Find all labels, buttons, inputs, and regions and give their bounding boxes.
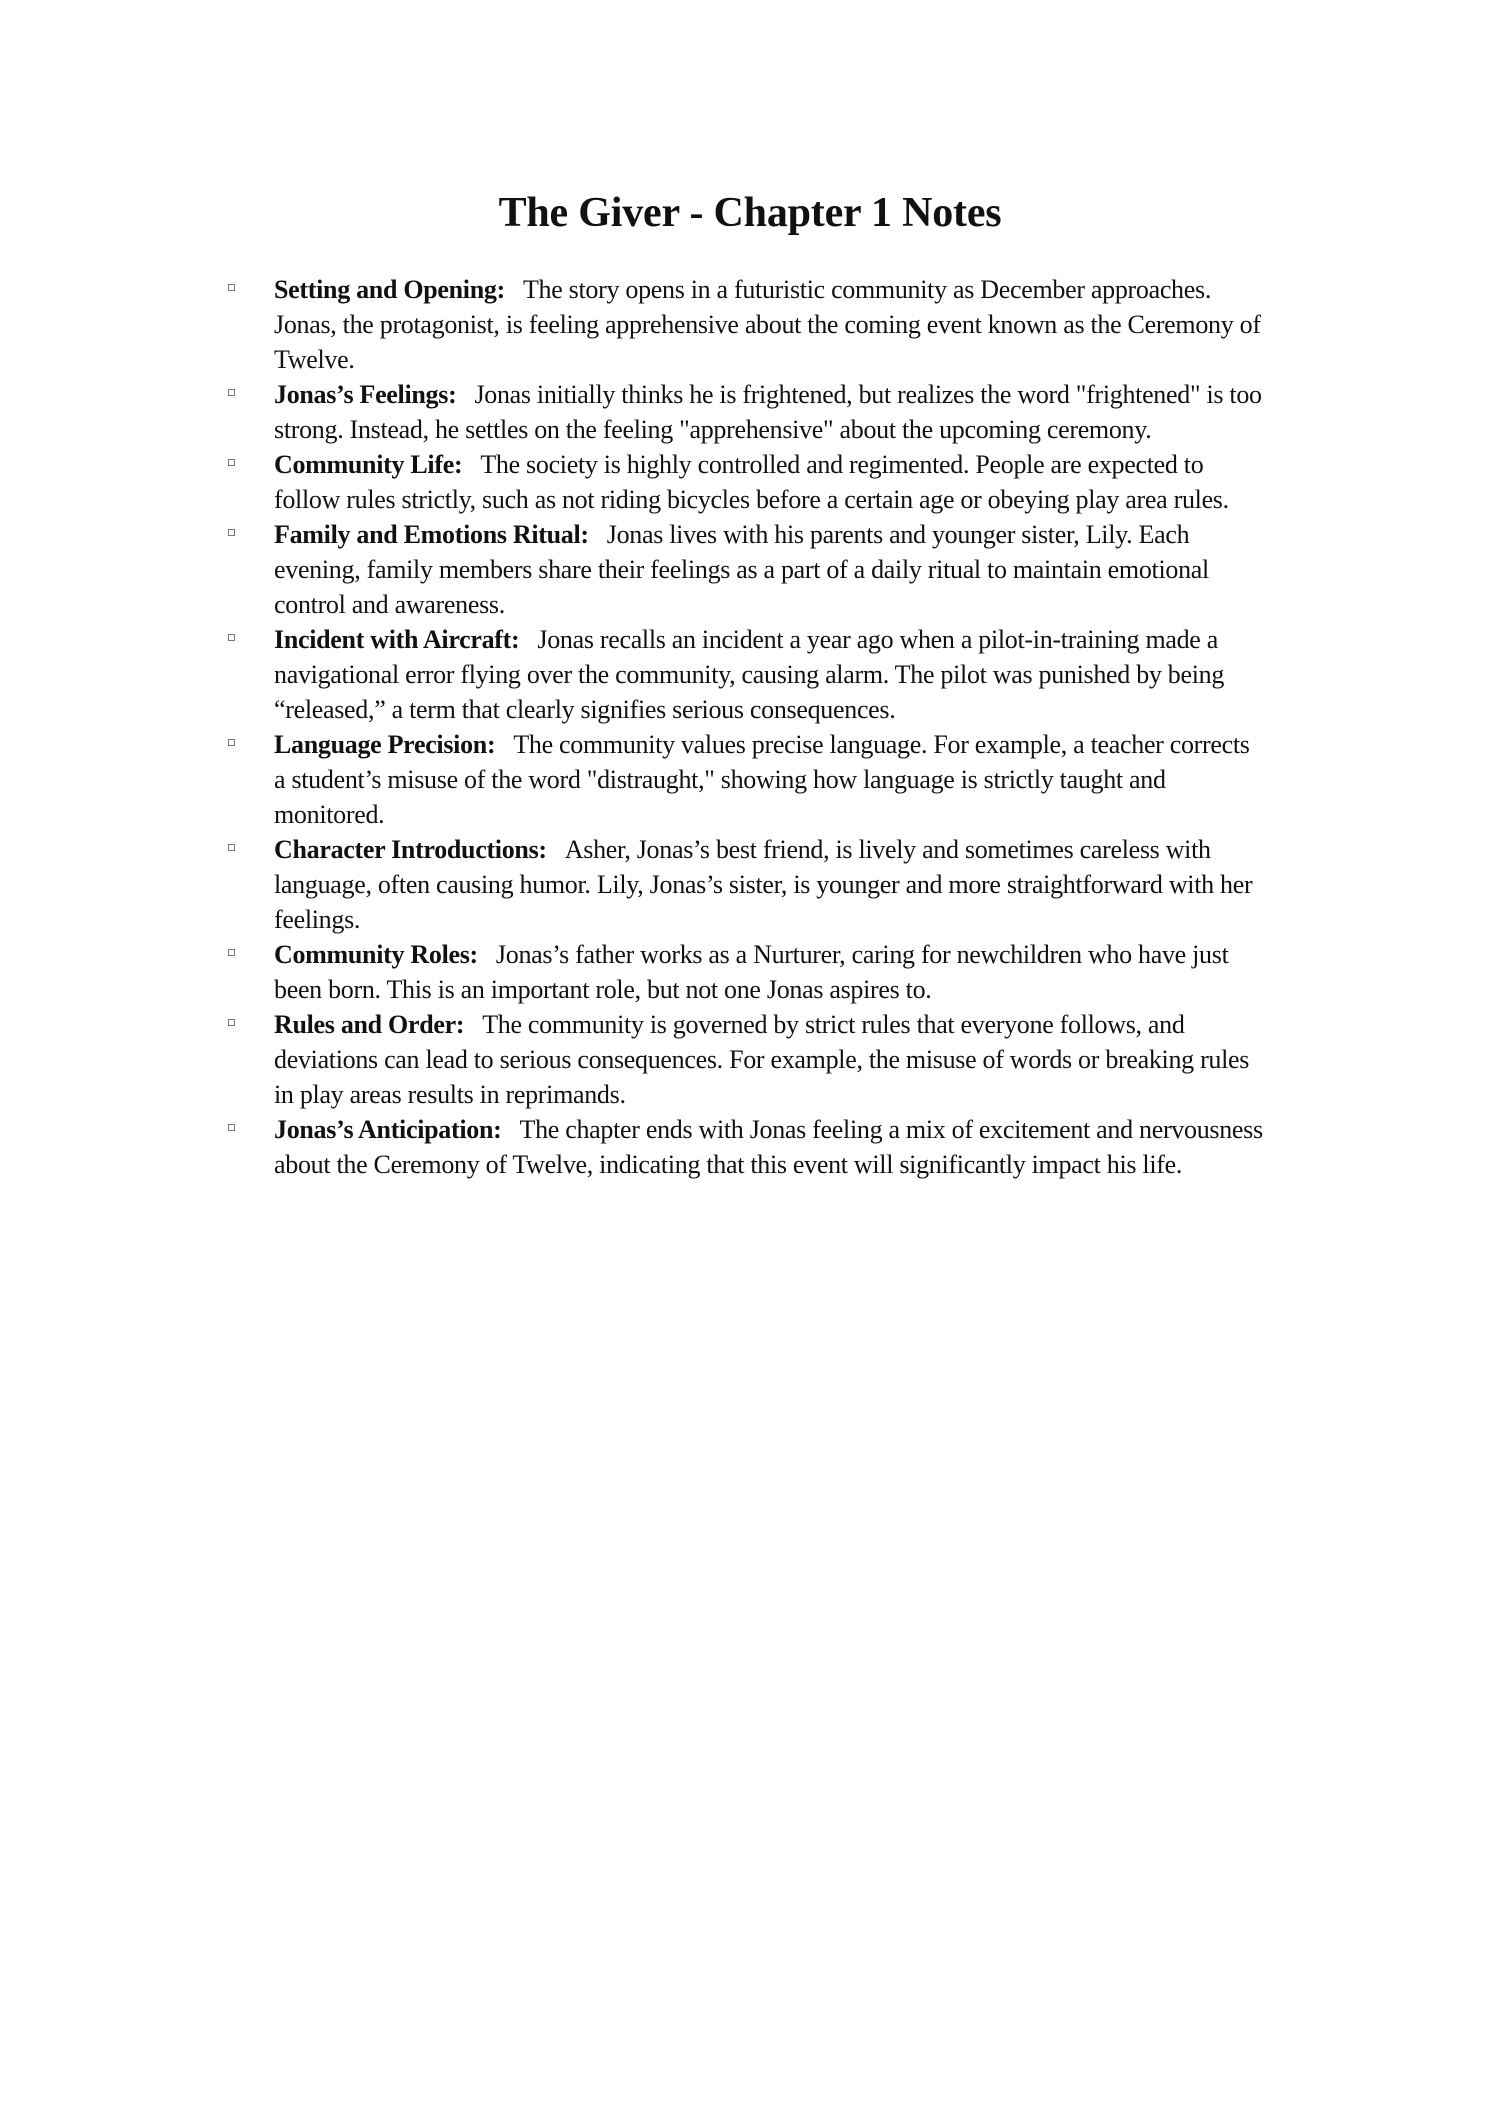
- note-label: Jonas’s Feelings:: [274, 380, 457, 409]
- note-text: Jonas lives with his parents and younger sister, Lily. Each evening, family members share their feelings as a part of a daily ritual to maintain emotional control and awareness.: [274, 520, 1209, 619]
- note-text: Jonas initially thinks he is frightened, but realizes the word "frightened" is too strong. Instead, he settles on the feeling "apprehensive" about the upcoming ceremony.: [274, 380, 1262, 444]
- note-label: Family and Emotions Ritual:: [274, 520, 589, 549]
- note-label: Community Roles:: [274, 940, 478, 969]
- note-text: Asher, Jonas’s best friend, is lively and sometimes careless with language, often causing humor. Lily, Jonas’s sister, is younger and more straightforward with her feelings.: [274, 835, 1253, 934]
- note-text: The society is highly controlled and regimented. People are expected to follow rules strictly, such as not riding bicycles before a certain age or obeying play area rules.: [274, 450, 1229, 514]
- note-label: Community Life:: [274, 450, 463, 479]
- bullet-square-icon: [228, 1019, 235, 1026]
- list-item: [0, 272, 1264, 377]
- bullet-square-icon: [228, 459, 235, 466]
- note-text: The chapter ends with Jonas feeling a mix of excitement and nervousness about the Ceremony of Twelve, indicating that this event will significantly impact his life.: [274, 1115, 1263, 1179]
- bullet-square-icon: [228, 634, 235, 641]
- bullet-square-icon: [228, 949, 235, 956]
- list-item: [0, 517, 1264, 622]
- note-label: Incident with Aircraft:: [274, 625, 520, 654]
- bullet-square-icon: [228, 739, 235, 746]
- bullet-square-icon: [228, 284, 235, 291]
- bullet-square-icon: [228, 389, 235, 396]
- list-item: [0, 727, 1264, 832]
- note-label: Rules and Order:: [274, 1010, 465, 1039]
- bullet-square-icon: [228, 844, 235, 851]
- note-label: Language Precision:: [274, 730, 496, 759]
- bullet-square-icon: [228, 529, 235, 536]
- note-text: Jonas’s father works as a Nurturer, caring for newchildren who have just been born. This is an important role, but not one Jonas aspires to.: [274, 940, 1229, 1004]
- note-text: The community is governed by strict rules that everyone follows, and deviations can lead to serious consequences. For example, the misuse of words or breaking rules in play areas results in reprimands.: [274, 1010, 1250, 1109]
- list-item: [0, 832, 1264, 937]
- bullet-square-icon: [228, 1124, 235, 1131]
- list-item: [0, 1112, 1264, 1182]
- note-text: The story opens in a futuristic community as December approaches. Jonas, the protagonist, is feeling apprehensive about the coming event known as the Ceremony of Twelve.: [274, 275, 1261, 374]
- list-item: [0, 937, 1264, 1007]
- note-text: Jonas recalls an incident a year ago when a pilot-in-training made a navigational error flying over the community, causing alarm. The pilot was punished by being “released,” a term that clearly signifies serious consequences.: [274, 625, 1225, 724]
- note-label: Jonas’s Anticipation:: [274, 1115, 502, 1144]
- list-item: [0, 622, 1264, 727]
- note-label: Character Introductions:: [274, 835, 547, 864]
- note-label: Setting and Opening:: [274, 275, 505, 304]
- notes-list: [0, 272, 1500, 1182]
- list-item: [0, 447, 1264, 517]
- list-item: [0, 377, 1264, 447]
- list-item: [0, 1007, 1264, 1112]
- page-title: The Giver - Chapter 1 Notes: [498, 190, 1002, 236]
- note-text: The community values precise language. For example, a teacher corrects a student’s misuse of the word "distraught," showing how language is strictly taught and monitored.: [274, 730, 1250, 829]
